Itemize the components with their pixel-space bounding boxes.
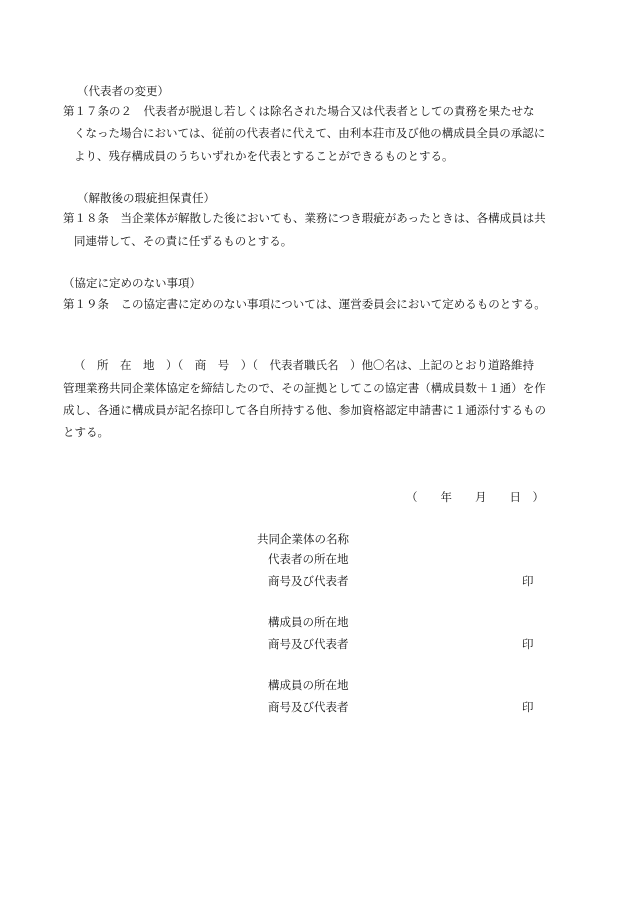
article-19-heading: （協定に定めのない事項） [63,276,201,290]
jv-name-label: 共同企業体の名称 [257,532,349,546]
member1-seal-mark: 印 [522,637,534,651]
article-17-2-line-1: 第１７条の２ 代表者が脱退し若しくは除名された場合又は代表者としての責務を果たせな [63,104,535,118]
closing-line-1: （ 所 在 地 ）（ 商 号 ）（ 代表者職氏名 ）他〇名は、上記のとおり道路維持 [74,358,534,372]
member1-address-label: 構成員の所在地 [268,615,349,629]
article-17-2-heading: （代表者の変更） [77,84,169,98]
member2-address-label: 構成員の所在地 [268,678,349,692]
closing-line-4: とする。 [63,425,109,439]
rep-seal-mark: 印 [522,574,534,588]
closing-line-3: 成し、各通に構成員が記名捺印して各自所持する他、参加資格認定申請書に１通添付するもの [63,403,546,417]
article-18-line-2: 同連帯して、その責に任ずるものとする。 [74,234,293,248]
article-19-line-1: 第１９条 この協定書に定めのない事項については、運営委員会において定めるものとする。 [63,297,546,311]
article-17-2-line-3: より、残存構成員のうちいずれかを代表とすることができるものとする。 [74,149,454,163]
rep-address-label: 代表者の所在地 [268,552,349,566]
article-17-2-line-2: くなった場合においては、従前の代表者に代えて、由利本荘市及び他の構成員全員の承認に [74,126,546,140]
closing-line-2: 管理業務共同企業体協定を締結したので、その証拠としてこの協定書（構成員数＋１通）を作 [63,381,546,395]
rep-name-label: 商号及び代表者 [268,574,349,588]
article-18-heading: （解散後の瑕疵担保責任） [77,191,215,205]
member1-name-label: 商号及び代表者 [268,637,349,651]
agreement-date: （ 年 月 日 ） [406,490,544,504]
member2-name-label: 商号及び代表者 [268,700,349,714]
article-18-line-1: 第１８条 当企業体が解散した後においても、業務につき瑕疵があったときは、各構成員は共 [63,211,546,225]
member2-seal-mark: 印 [522,700,534,714]
